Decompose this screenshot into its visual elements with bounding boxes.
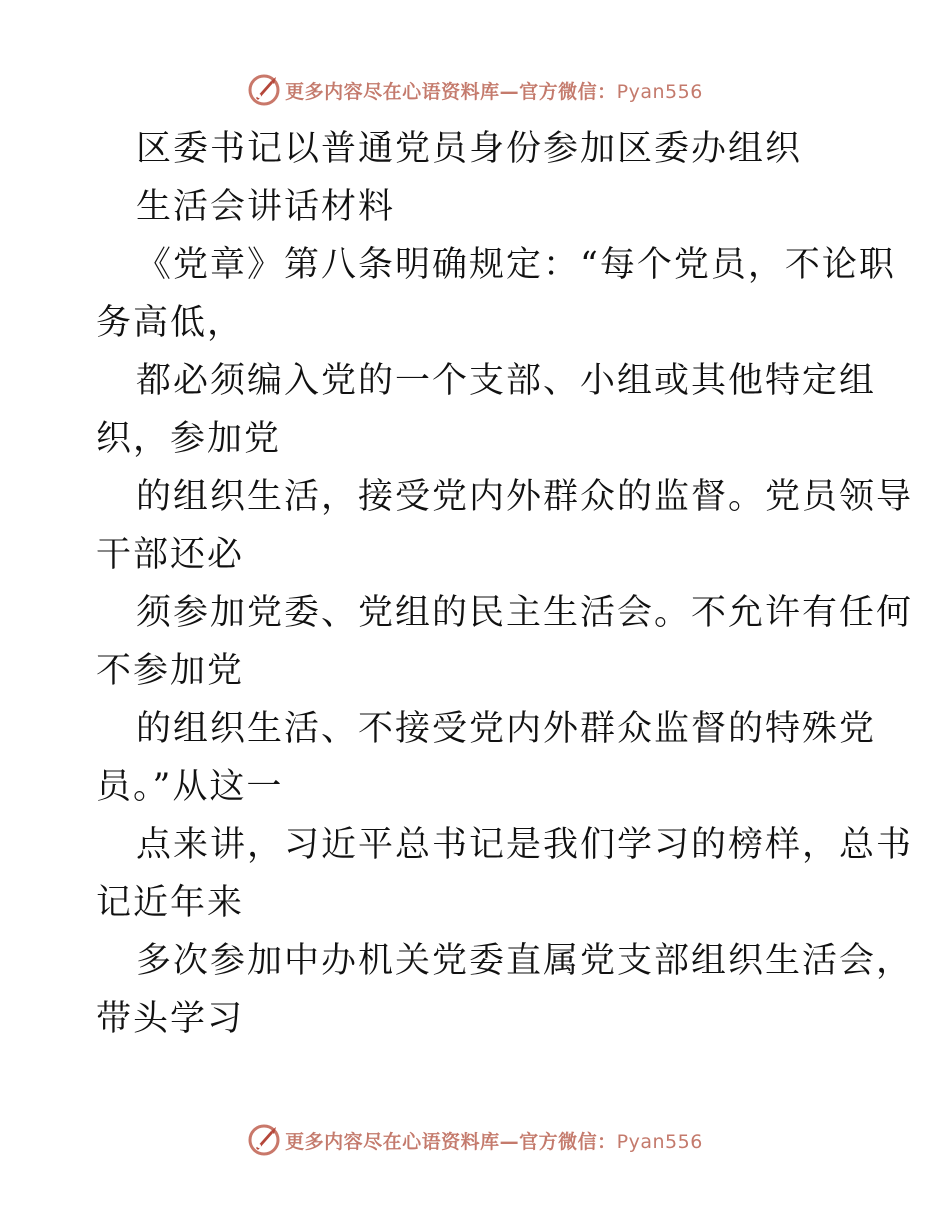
- watermark-handle: Pyan556: [616, 80, 703, 103]
- watermark-banner-bottom: [0, 1120, 950, 1160]
- doc-line: 的组织生活，接受党内外群众的监督。党员领导: [136, 477, 914, 517]
- doc-line: 点来讲，习近平总书记是我们学习的榜样，总书: [136, 825, 914, 865]
- doc-line: 务高低，: [96, 303, 245, 343]
- doc-line: 《党章》第八条明确规定：“每个党员，不论职: [136, 245, 896, 285]
- doc-line: 生活会讲话材料: [136, 187, 396, 227]
- doc-line: 的组织生活、不接受党内外群众监督的特殊党: [136, 709, 877, 749]
- watermark-text: [285, 1127, 703, 1154]
- doc-line: 不参加党: [96, 651, 245, 691]
- doc-line: 都必须编入党的一个支部、小组或其他特定组: [136, 361, 877, 401]
- watermark-label: 更多内容尽在心语资料库—官方微信：: [285, 80, 617, 103]
- document-body: [96, 120, 914, 1048]
- watermark-label: 更多内容尽在心语资料库—官方微信：: [285, 1130, 617, 1153]
- doc-line: 织，参加党: [96, 419, 282, 459]
- doc-line: 干部还必: [96, 535, 245, 575]
- quill-pen-logo-icon: [247, 73, 281, 107]
- watermark-banner-top: [0, 70, 950, 110]
- doc-line: 带头学习: [96, 999, 245, 1039]
- doc-line: 记近年来: [96, 883, 245, 923]
- doc-line: 区委书记以普通党员身份参加区委办组织: [136, 129, 803, 169]
- doc-line: 多次参加中办机关党委直属党支部组织生活会，: [136, 941, 914, 981]
- quill-pen-logo-icon: [247, 1123, 281, 1157]
- watermark-text: [285, 77, 703, 104]
- doc-line: 须参加党委、党组的民主生活会。不允许有任何: [136, 593, 914, 633]
- watermark-handle: Pyan556: [616, 1130, 703, 1153]
- doc-line: 员。”从这一: [96, 767, 284, 807]
